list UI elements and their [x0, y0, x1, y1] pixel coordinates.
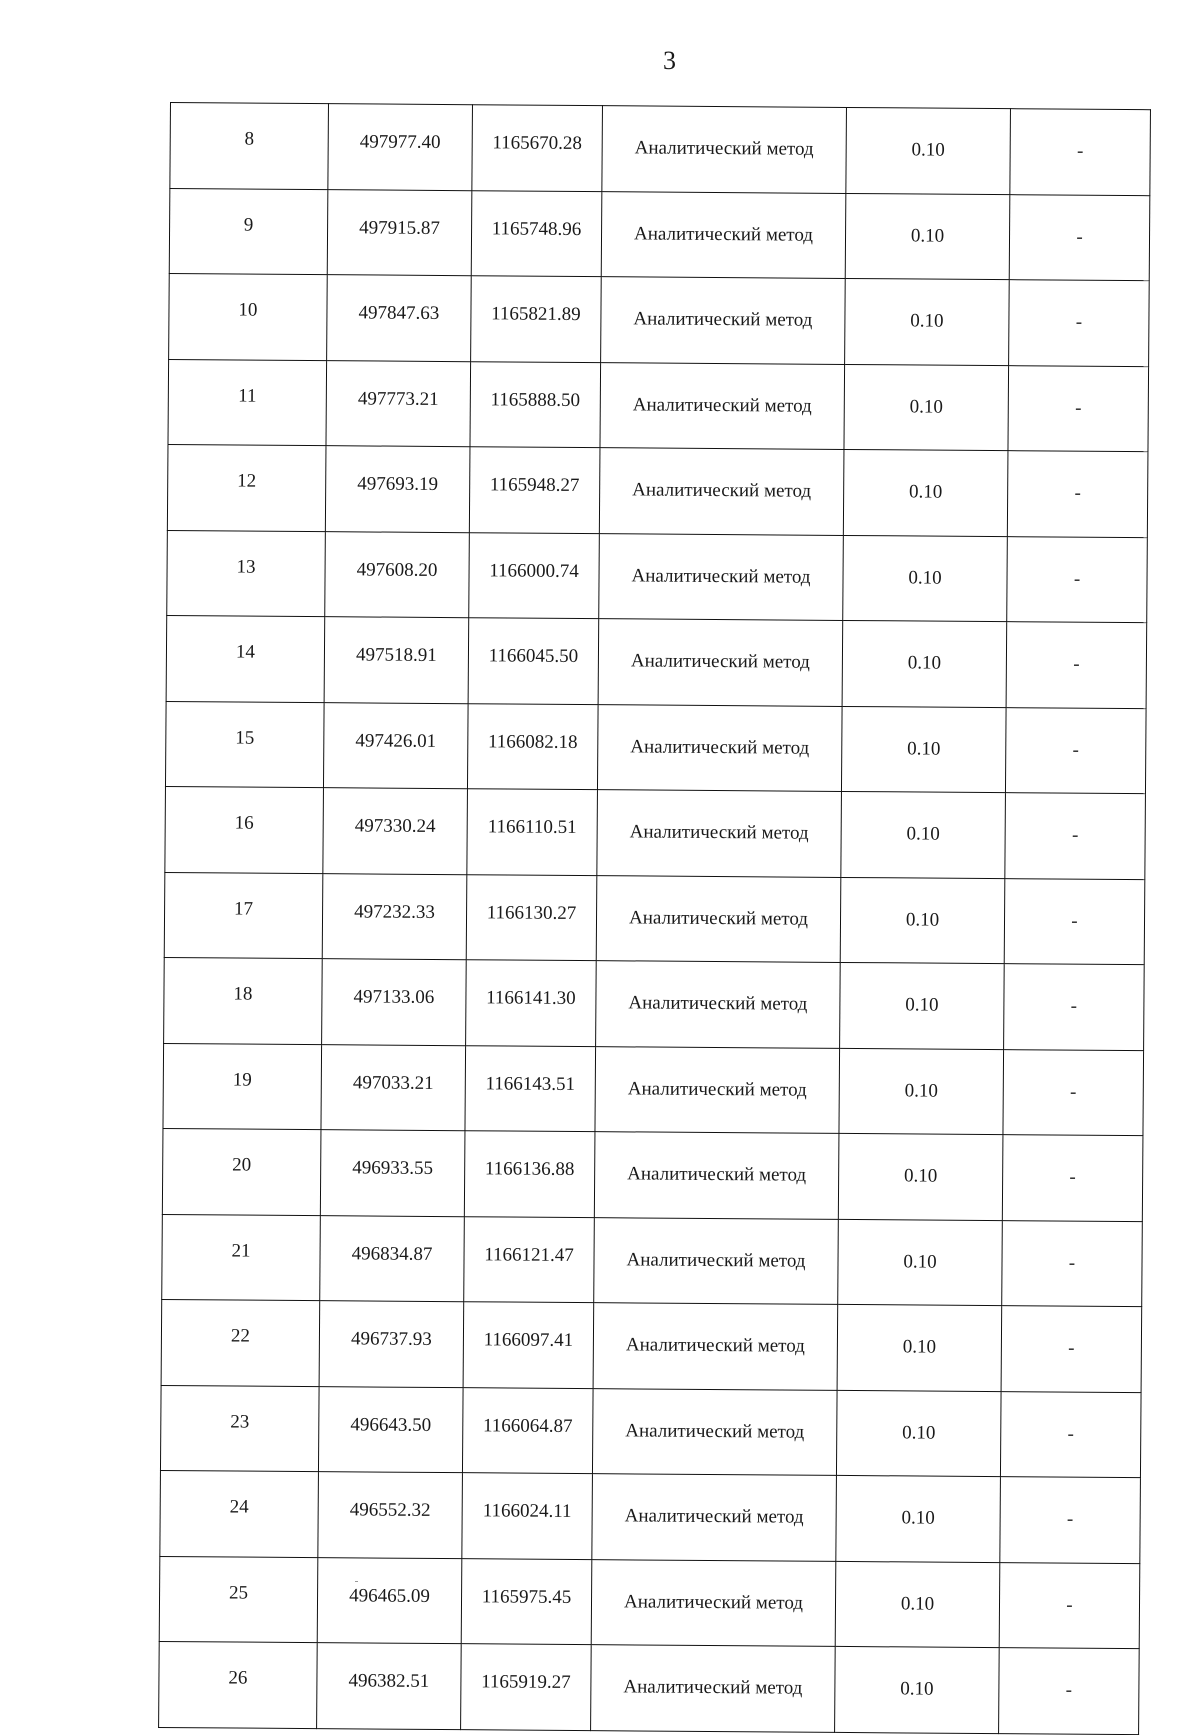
point-number-cell: 15	[165, 701, 324, 788]
x-coordinate-cell: 497518.91	[324, 617, 469, 704]
y-coordinate-cell: 1166143.51	[465, 1045, 596, 1131]
y-coordinate-cell: 1165975.45	[461, 1558, 592, 1644]
y-coordinate-cell: 1166130.27	[466, 874, 597, 960]
accuracy-cell: 0.10	[835, 1646, 1000, 1733]
table-row	[163, 1043, 1144, 1136]
x-coordinate-cell: 497133.06	[322, 959, 467, 1046]
x-coordinate-cell: 497033.21	[321, 1044, 466, 1131]
method-cell: Аналитический метод	[592, 1474, 837, 1561]
note-cell: -	[1002, 1220, 1143, 1307]
note-cell: -	[999, 1562, 1140, 1649]
accuracy-cell: 0.10	[843, 449, 1008, 536]
accuracy-cell: 0.10	[845, 278, 1010, 365]
note-cell: -	[1000, 1477, 1141, 1564]
table-row	[166, 615, 1147, 708]
accuracy-cell: 0.10	[838, 1133, 1003, 1220]
table-row	[170, 103, 1151, 196]
method-cell: Аналитический метод	[600, 362, 845, 449]
note-cell: -	[1003, 1049, 1144, 1136]
note-cell: -	[1007, 451, 1148, 538]
table-body	[159, 103, 1151, 1735]
note-cell: -	[1009, 194, 1150, 281]
point-number-cell: 11	[168, 359, 327, 446]
table-row	[169, 273, 1150, 366]
accuracy-cell: 0.10	[841, 791, 1006, 878]
x-coordinate-cell: 497693.19	[325, 446, 470, 533]
method-cell: Аналитический метод	[596, 875, 841, 962]
table-row	[160, 1470, 1141, 1563]
x-coordinate-cell: 496465.09	[317, 1557, 462, 1644]
point-number-cell: 23	[160, 1385, 319, 1472]
table-row	[167, 444, 1148, 537]
x-coordinate-cell: 497847.63	[327, 275, 472, 362]
method-cell: Аналитический метод	[594, 1217, 839, 1304]
x-coordinate-cell: 497977.40	[328, 104, 473, 191]
y-coordinate-cell: 1166121.47	[464, 1216, 595, 1302]
x-coordinate-cell: 497773.21	[326, 360, 471, 447]
point-number-cell: 21	[162, 1214, 321, 1301]
x-coordinate-cell: 497232.33	[322, 873, 467, 960]
note-cell: -	[999, 1648, 1140, 1735]
x-coordinate-cell: 497608.20	[325, 531, 470, 618]
method-cell: Аналитический метод	[597, 790, 842, 877]
y-coordinate-cell: 1166045.50	[468, 618, 599, 704]
point-number-cell: 24	[160, 1470, 319, 1557]
note-cell: -	[1000, 1391, 1141, 1478]
note-cell: -	[1004, 878, 1145, 965]
accuracy-cell: 0.10	[836, 1475, 1001, 1562]
table-row	[168, 359, 1149, 452]
accuracy-cell: 0.10	[846, 107, 1011, 194]
note-cell: -	[1002, 1135, 1143, 1222]
y-coordinate-cell: 1166082.18	[467, 703, 598, 789]
method-cell: Аналитический метод	[594, 1132, 839, 1219]
y-coordinate-cell: 1165888.50	[470, 361, 601, 447]
point-number-cell: 20	[162, 1128, 321, 1215]
accuracy-cell: 0.10	[835, 1561, 1000, 1648]
point-number-cell: 9	[169, 188, 328, 275]
y-coordinate-cell: 1166064.87	[462, 1387, 593, 1473]
x-coordinate-cell: 496643.50	[318, 1386, 463, 1473]
x-coordinate-cell: 496737.93	[319, 1301, 464, 1388]
point-number-cell: 26	[159, 1641, 318, 1728]
point-number-cell: 19	[163, 1043, 322, 1130]
table-row	[159, 1641, 1140, 1734]
x-coordinate-cell: 496834.87	[320, 1215, 465, 1302]
y-coordinate-cell: 1165670.28	[472, 105, 603, 191]
y-coordinate-cell: 1166136.88	[464, 1131, 595, 1217]
method-cell: Аналитический метод	[592, 1388, 837, 1475]
x-coordinate-cell: 497426.01	[323, 702, 468, 789]
scan-speck	[355, 1581, 358, 1582]
method-cell: Аналитический метод	[596, 961, 841, 1048]
table-row	[165, 701, 1146, 794]
table-row	[164, 957, 1145, 1050]
method-cell: Аналитический метод	[601, 191, 846, 278]
y-coordinate-cell: 1166110.51	[467, 789, 598, 875]
page-number: 3	[663, 46, 677, 75]
point-number-cell: 16	[165, 786, 324, 873]
y-coordinate-cell: 1166000.74	[469, 532, 600, 618]
note-cell: -	[1004, 964, 1145, 1051]
y-coordinate-cell: 1166097.41	[463, 1302, 594, 1388]
accuracy-cell: 0.10	[841, 706, 1006, 793]
note-cell: -	[1001, 1306, 1142, 1393]
table-row	[161, 1299, 1142, 1392]
y-coordinate-cell: 1165919.27	[461, 1644, 592, 1730]
y-coordinate-cell: 1166141.30	[466, 960, 597, 1046]
table-row	[165, 786, 1146, 879]
accuracy-cell: 0.10	[844, 364, 1009, 451]
point-number-cell: 17	[164, 872, 323, 959]
note-cell: -	[1010, 109, 1151, 196]
point-number-cell: 12	[167, 444, 326, 531]
note-cell: -	[1008, 365, 1149, 452]
method-cell: Аналитический метод	[601, 277, 846, 364]
point-number-cell: 13	[167, 530, 326, 617]
x-coordinate-cell: 497915.87	[327, 189, 472, 276]
accuracy-cell: 0.10	[843, 535, 1008, 622]
table-row	[164, 872, 1145, 965]
accuracy-cell: 0.10	[845, 193, 1010, 280]
table-row	[162, 1214, 1143, 1307]
y-coordinate-cell: 1165948.27	[469, 447, 600, 533]
y-coordinate-cell: 1166024.11	[462, 1473, 593, 1559]
note-cell: -	[1005, 793, 1146, 880]
table-row	[169, 188, 1150, 281]
point-number-cell: 8	[170, 103, 329, 190]
method-cell: Аналитический метод	[597, 704, 842, 791]
accuracy-cell: 0.10	[840, 877, 1005, 964]
point-number-cell: 22	[161, 1299, 320, 1386]
point-number-cell: 14	[166, 615, 325, 702]
note-cell: -	[1006, 622, 1147, 709]
coordinates-table-wrapper	[158, 102, 1151, 1735]
point-number-cell: 18	[164, 957, 323, 1044]
x-coordinate-cell: 496933.55	[320, 1130, 465, 1217]
table-row	[162, 1128, 1143, 1221]
note-cell: -	[1005, 707, 1146, 794]
note-cell: -	[1009, 280, 1150, 367]
accuracy-cell: 0.10	[837, 1304, 1002, 1391]
accuracy-cell: 0.10	[839, 1048, 1004, 1135]
table-row	[159, 1556, 1140, 1649]
method-cell: Аналитический метод	[591, 1645, 836, 1732]
table-row	[167, 530, 1148, 623]
x-coordinate-cell: 496552.32	[318, 1472, 463, 1559]
accuracy-cell: 0.10	[836, 1390, 1001, 1477]
method-cell: Аналитический метод	[591, 1559, 836, 1646]
accuracy-cell: 0.10	[840, 962, 1005, 1049]
method-cell: Аналитический метод	[599, 533, 844, 620]
accuracy-cell: 0.10	[842, 620, 1007, 707]
method-cell: Аналитический метод	[593, 1303, 838, 1390]
coordinates-table	[158, 102, 1151, 1735]
accuracy-cell: 0.10	[838, 1219, 1003, 1306]
method-cell: Аналитический метод	[598, 619, 843, 706]
method-cell: Аналитический метод	[595, 1046, 840, 1133]
y-coordinate-cell: 1165748.96	[471, 190, 602, 276]
note-cell: -	[1007, 536, 1148, 623]
x-coordinate-cell: 497330.24	[323, 788, 468, 875]
table-row	[160, 1385, 1141, 1478]
point-number-cell: 10	[169, 273, 328, 360]
y-coordinate-cell: 1165821.89	[471, 276, 602, 362]
point-number-cell: 25	[159, 1556, 318, 1643]
x-coordinate-cell: 496382.51	[317, 1643, 462, 1730]
method-cell: Аналитический метод	[602, 106, 847, 193]
method-cell: Аналитический метод	[599, 448, 844, 535]
